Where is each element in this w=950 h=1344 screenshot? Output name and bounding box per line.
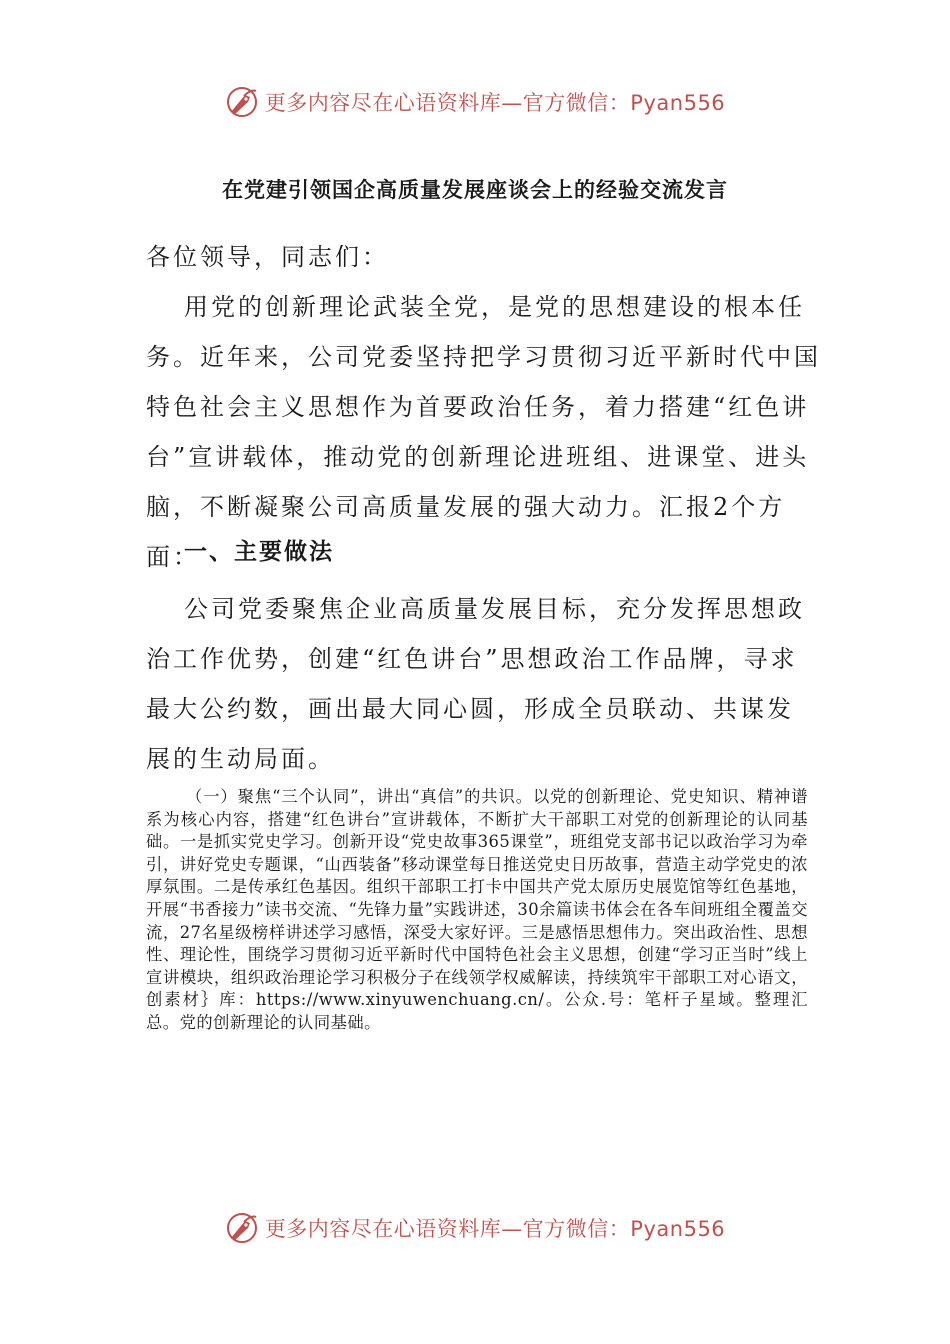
pen-nib-logo-icon xyxy=(225,85,259,119)
document-title: 在党建引领国企高质量发展座谈会上的经验交流发言 xyxy=(222,178,728,202)
practice-paragraph: 公司党委聚焦企业高质量发展目标，充分发挥思想政治工作优势，创建“红色讲台”思想政治工作品牌，寻求最大公约数，画出最大同心圆，形成全员联动、共谋发展的生动局面。 xyxy=(146,595,805,773)
section-heading: 一、主要做法 xyxy=(184,539,334,565)
detail-paragraph: （一）聚焦“三个认同”，讲出“真信”的共识。以党的创新理论、党史知识、精神谱系为核心内容，搭建“红色讲台”宣讲载体，不断扩大干部职工对党的创新理论的认同基础。一是抓实党史学习。创新开设“党史故事365课堂”，班组党支部书记以政治学习为牵引，讲好党史专题课，“山西装备”移动课堂每日推送党史日历故事，营造主动学党史的浓厚氛围。二是传承红色基因。组织干部职工打卡中国共产党太原历史展览馆等红色基地，开展“书香接力”读书交流、“先锋力量”实践讲述，30余篇读书体会在各车间班组全覆盖交流，27名星级榜样讲述学习感悟，深受大家好评。三是感悟思想伟力。突出政治性、思想性、理论性，围绕学习贯彻习近平新时代中国特色社会主义思想，创建“学习正当时”线上宣讲模块，组织政治理论学习积极分子在线领学权威解读，持续筑牢干部职工对心语文，创素材｝库：https://www.xinyuwenchuang.cn/。公众.号：笔杆子星域。整理汇总。党的创新理论的认同基础。 xyxy=(146,787,808,1032)
pen-nib-logo-icon xyxy=(225,1211,259,1245)
watermark-text: 更多内容尽在心语资料库—官方微信：Pyan556 xyxy=(264,1217,726,1241)
intro-paragraph: 用党的创新理论武装全党，是党的思想建设的根本任务。近年来，公司党委坚持把学习贯彻习近平新时代中国特色社会主义思想作为首要政治任务，着力搭建“红色讲台”宣讲载体，推动党的创新理论进班组、进课堂、进头脑，不断凝聚公司高质量发展的强大动力。汇报2个方面： xyxy=(146,293,821,571)
greeting: 各位领导，同志们： xyxy=(146,243,389,271)
footer-watermark-banner xyxy=(0,1208,950,1248)
header-watermark-banner xyxy=(0,82,950,122)
watermark-text: 更多内容尽在心语资料库—官方微信：Pyan556 xyxy=(264,91,726,115)
